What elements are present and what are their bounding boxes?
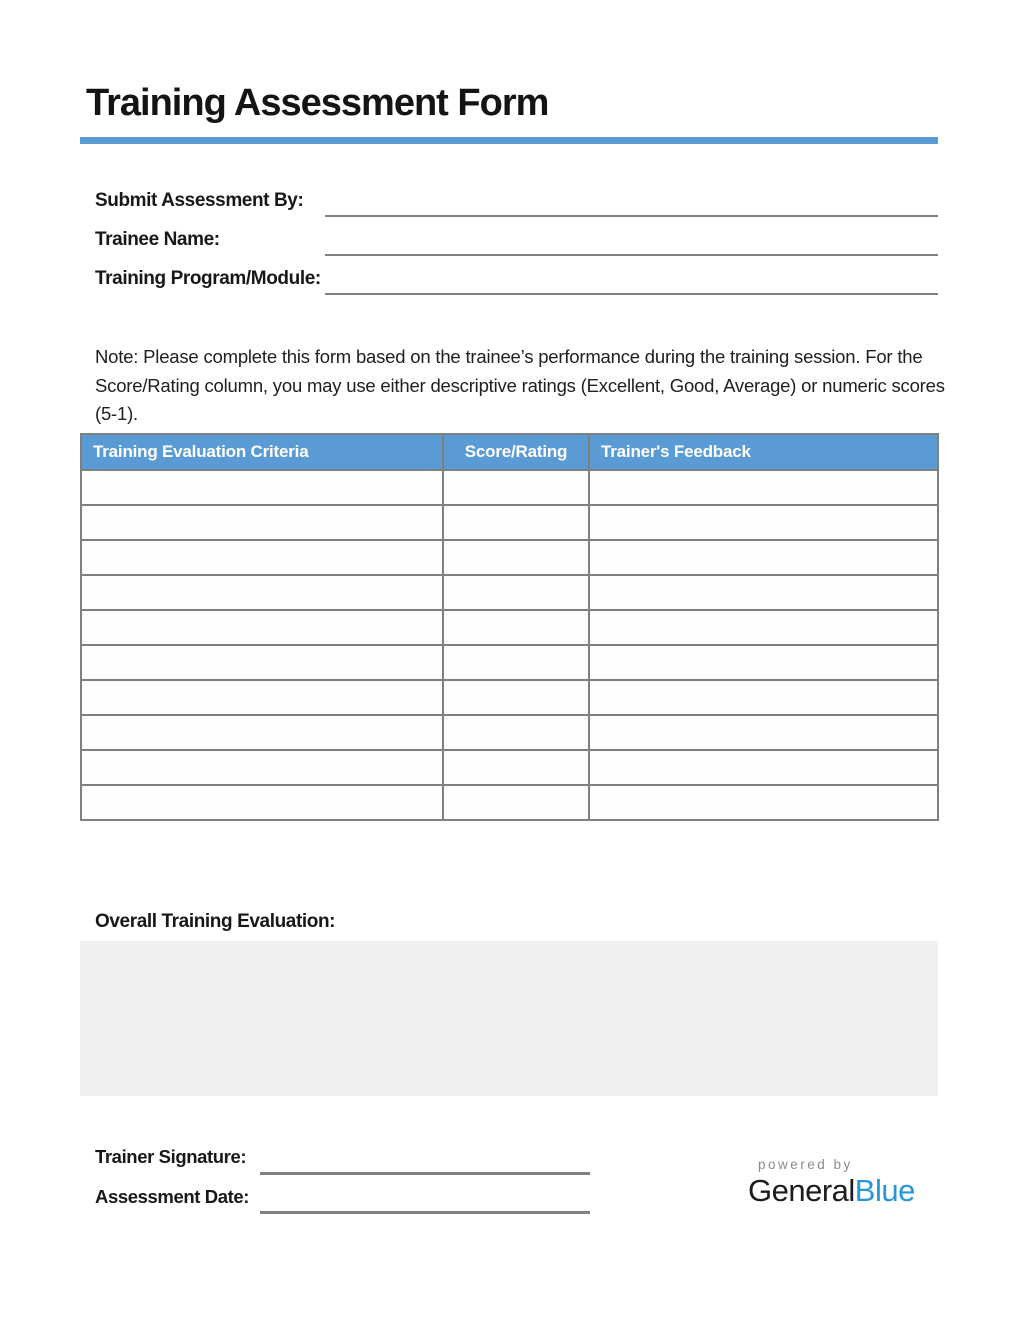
table-cell[interactable] (443, 540, 589, 575)
table-cell[interactable] (589, 470, 938, 505)
assessment-date-label: Assessment Date: (95, 1186, 250, 1207)
evaluation-table (80, 433, 939, 821)
table-cell[interactable] (443, 575, 589, 610)
table-cell[interactable] (81, 610, 443, 645)
trainer-signature-field[interactable] (260, 1149, 590, 1175)
trainer-signature-label: Trainer Signature: (95, 1146, 247, 1167)
evaluation-table-header (81, 434, 938, 470)
table-cell[interactable] (81, 645, 443, 680)
trainee-name-field[interactable] (325, 227, 938, 256)
brand-blue-text: Blue (854, 1173, 915, 1208)
table-row (81, 540, 938, 575)
table-cell[interactable] (81, 470, 443, 505)
table-cell[interactable] (589, 610, 938, 645)
title-accent-bar (80, 137, 938, 144)
table-cell[interactable] (589, 540, 938, 575)
page-title: Training Assessment Form (86, 82, 549, 124)
table-row (81, 575, 938, 610)
table-cell[interactable] (589, 680, 938, 715)
brand-general-text: General (748, 1173, 855, 1208)
table-cell[interactable] (443, 470, 589, 505)
table-row (81, 750, 938, 785)
table-cell[interactable] (589, 575, 938, 610)
table-cell[interactable] (589, 645, 938, 680)
table-cell[interactable] (81, 680, 443, 715)
table-cell[interactable] (443, 785, 589, 820)
table-cell[interactable] (589, 785, 938, 820)
header-row (81, 434, 938, 470)
overall-evaluation-textarea[interactable] (80, 941, 938, 1096)
field-row-training-program (95, 266, 938, 305)
table-cell[interactable] (443, 610, 589, 645)
table-cell[interactable] (81, 575, 443, 610)
table-row (81, 470, 938, 505)
table-cell[interactable] (443, 645, 589, 680)
table-cell[interactable] (81, 715, 443, 750)
score-column-header: Score/Rating (443, 434, 589, 470)
field-row-submit-by (95, 188, 938, 227)
table-cell[interactable] (81, 505, 443, 540)
feedback-column-header: Trainer's Feedback (589, 434, 938, 470)
table-row (81, 645, 938, 680)
table-cell[interactable] (589, 750, 938, 785)
criteria-column-header: Training Evaluation Criteria (81, 434, 443, 470)
table-cell[interactable] (443, 715, 589, 750)
table-cell[interactable] (81, 540, 443, 575)
table-row (81, 785, 938, 820)
training-program-label: Training Program/Module: (95, 268, 321, 289)
table-cell[interactable] (81, 750, 443, 785)
table-row (81, 610, 938, 645)
table-cell[interactable] (81, 785, 443, 820)
training-program-field[interactable] (325, 266, 938, 295)
overall-evaluation-label: Overall Training Evaluation: (95, 911, 336, 932)
table-cell[interactable] (443, 680, 589, 715)
table-cell[interactable] (589, 505, 938, 540)
submit-assessment-by-field[interactable] (325, 188, 938, 217)
assessment-date-field[interactable] (260, 1188, 590, 1214)
brand-wordmark (748, 1173, 915, 1209)
field-row-trainee-name (95, 227, 938, 266)
generalblue-logo (748, 1157, 915, 1209)
table-row (81, 715, 938, 750)
powered-by-text: powered by (758, 1157, 853, 1172)
instruction-note: Note: Please complete this form based on the trainee’s performance during the training session. For the Score/Rating column, you may use either descriptive ratings (Excellent, Good, Average) or numeric scores (5-1). (95, 346, 945, 424)
table-row (81, 505, 938, 540)
submit-assessment-by-label: Submit Assessment By: (95, 190, 304, 211)
evaluation-table-body (81, 470, 938, 820)
table-cell[interactable] (589, 715, 938, 750)
trainee-name-label: Trainee Name: (95, 229, 220, 250)
table-row (81, 680, 938, 715)
header-fields (95, 188, 938, 305)
table-cell[interactable] (443, 750, 589, 785)
table-cell[interactable] (443, 505, 589, 540)
